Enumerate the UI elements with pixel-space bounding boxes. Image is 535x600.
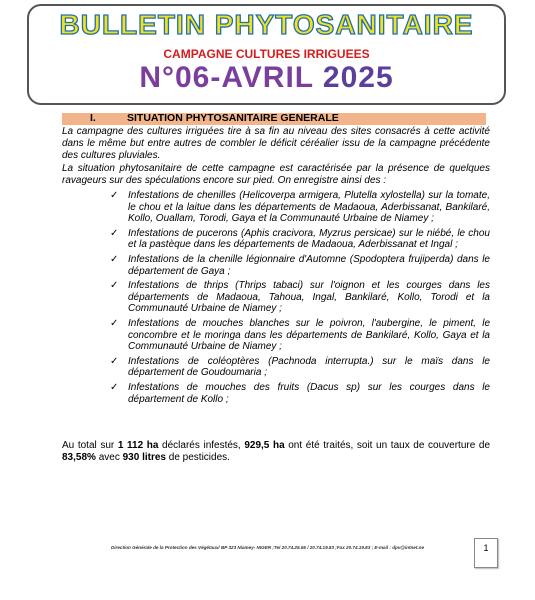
infestation-list — [110, 190, 490, 408]
section-number: I. — [90, 112, 96, 124]
list-item: ✓ Infestations de coléoptères (Pachnoda interrupta.) sur le maïs dans le département de Goudoumaria ; — [110, 355, 490, 379]
list-item: ✓ Infestations de thrips (Thrips tabaci) sur l'oignon et les courges dans les départements de Madaoua, Tahoua, Ingal, Bankilaré, Kollo, Torodi et la Communauté Urbaine de Niamey ; — [110, 280, 490, 315]
list-item: ✓ Infestations de pucerons (Aphis cracivora, Myzrus persicae) sur le niébé, le chou et la pastèque dans les départements de Madaoua, Aderbissanat et Ingal ; — [110, 227, 490, 251]
list-item: ✓ Infestations de chenilles (Helicoverpa armigera, Plutella xylostella) sur la tomate, le chou et la laitue dans les départements de Madaoua, Aderbissanat, Bankilaré, Kollo, Ouallam, Torodi, Gaya et la Communauté Urbaine de Niamey ; — [110, 190, 490, 225]
check-icon: ✓ — [110, 317, 119, 329]
pesticide-volume: 930 litres — [122, 452, 166, 463]
area-treated: 929,5 ha — [244, 440, 285, 451]
issue-year: 2025 — [322, 61, 394, 94]
check-icon: ✓ — [110, 355, 119, 367]
footer-contact: Direction Générale de la Protection des Végétaux/ BP 323 Niamey- NIGER ;Tel 20.74.25.56 / 20.74.19.83 ;Fax 20.74.19.83 ; E-mail : dpv@intnet.ne — [110, 545, 425, 550]
check-icon: ✓ — [110, 227, 119, 239]
page-number-box — [474, 538, 498, 568]
summary-paragraph: Au total sur 1 112 ha déclarés infestés, 929,5 ha ont été traités, soit un taux de couverture de 83,58% avec 930 litres de pesticides. — [62, 440, 491, 463]
situation-paragraph: La situation phytosanitaire de cette campagne est caractérisée par la présence de quelques ravageurs sur des spéculations encore sur pied. On enregistre ainsi des : — [62, 163, 490, 186]
coverage-rate: 83,58% — [62, 452, 96, 463]
list-item: ✓ Infestations de mouches blanches sur le poivron, l'aubergine, le piment, le concombre et le moringa dans les départements de Bankilaré, Kollo, Gaya et la Communauté Urbaine de Niamey ; — [110, 317, 490, 353]
intro-paragraph: La campagne des cultures irriguées tire à sa fin au niveau des sites consacrés à cette activité dans le même but entre autres de combler le déficit céréalier issu de la campagne précédente des cultures pluviales. — [62, 126, 490, 161]
issue-number — [29, 61, 504, 95]
area-declared: 1 112 ha — [117, 440, 159, 451]
list-item: ✓ Infestations de mouches des fruits (Dacus sp) sur les courges dans le département de Kollo ; — [110, 381, 490, 405]
check-icon: ✓ — [110, 190, 119, 201]
check-icon: ✓ — [110, 280, 119, 292]
bulletin-title: BULLETIN PHYTOSANITAIRE — [59, 9, 474, 40]
check-icon: ✓ — [110, 253, 119, 265]
check-icon: ✓ — [110, 381, 119, 393]
section-title: SITUATION PHYTOSANITAIRE GENERALE — [127, 112, 339, 124]
campaign-subtitle: CAMPAGNE CULTURES IRRIGUEES — [163, 47, 370, 61]
issue-label: N°06-AVRIL — [139, 61, 314, 94]
page-number: 1 — [483, 543, 489, 553]
list-item: ✓ Infestations de la chenille légionnaire d'Automne (Spodoptera frujiperda) dans le département de Gaya ; — [110, 253, 490, 277]
header-box — [27, 4, 506, 105]
